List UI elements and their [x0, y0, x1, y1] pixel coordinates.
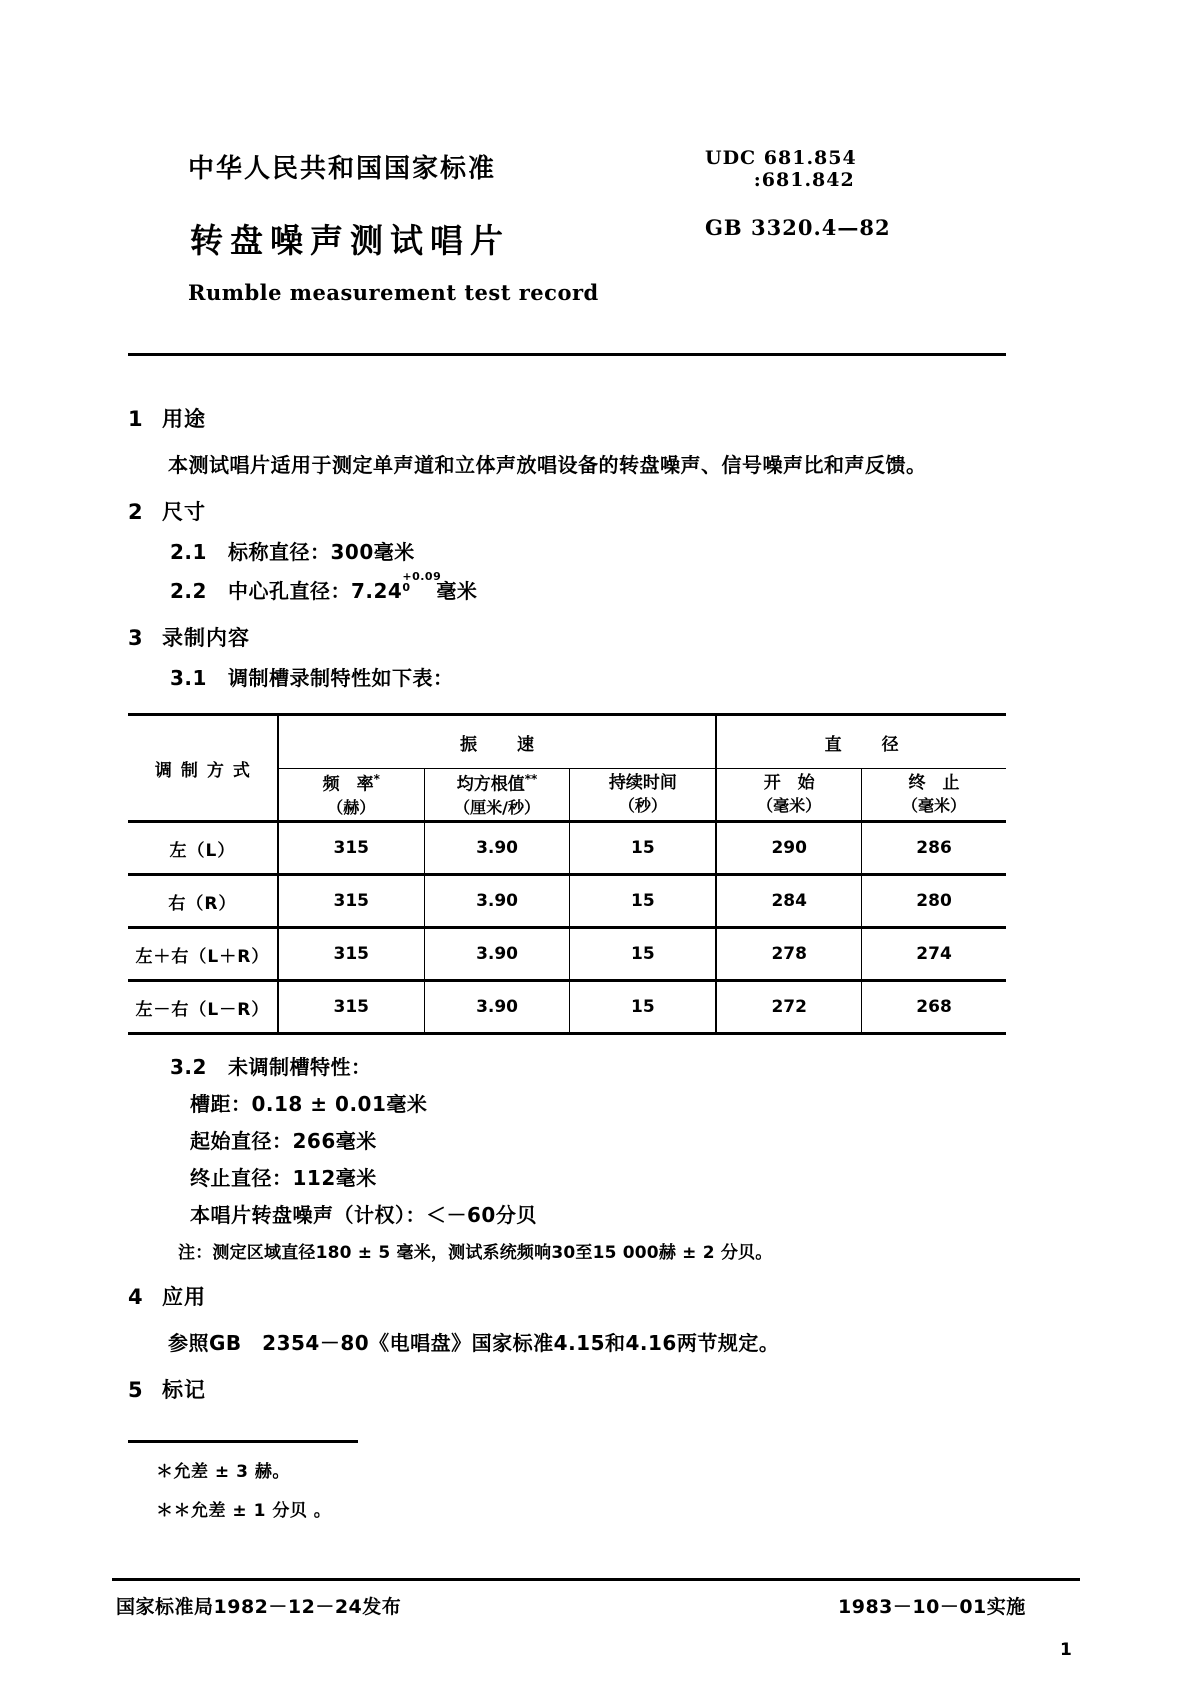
clause-2-1-number: 2.1 — [170, 540, 207, 564]
row-1-dur: 15 — [570, 875, 716, 928]
rumble-level: 本唱片转盘噪声（计权）：＜－60分贝 — [190, 1203, 537, 1227]
clause-3-2 — [170, 1051, 1008, 1080]
table-group-header-row — [128, 715, 1006, 769]
row-0-start: 290 — [716, 822, 861, 875]
document-header — [0, 0, 1191, 305]
header-frequency-name: 频 率 — [322, 774, 374, 795]
document-title-en: Rumble measurement test record — [188, 280, 599, 305]
section-5-number: 5 — [128, 1378, 144, 1402]
header-duration-unit: （秒） — [618, 796, 667, 816]
row-3-mode: 左－右（L－R） — [128, 981, 278, 1034]
header-end-name: 终 止 — [908, 773, 960, 794]
unmodulated-end-diameter: 终止直径：112毫米 — [190, 1166, 377, 1190]
tolerance-upper: +0.09 — [402, 569, 442, 583]
row-0-mode: 左（L） — [128, 822, 278, 875]
footnote-divider — [128, 1440, 358, 1443]
table-row — [128, 928, 1006, 981]
issue-date: 国家标准局1982－12－24发布 — [116, 1596, 402, 1618]
clause-2-2 — [170, 569, 1008, 604]
page-number: 1 — [1060, 1640, 1072, 1660]
document-title-cn: 转盘噪声测试唱片 — [190, 221, 510, 260]
clause-3-2-text: 未调制槽特性： — [228, 1055, 372, 1079]
header-velocity-group: 振速 — [278, 715, 716, 769]
row-1-start: 284 — [716, 875, 861, 928]
unmodulated-pitch: 槽距：0.18 ± 0.01毫米 — [190, 1092, 428, 1116]
header-duration-name: 持续时间 — [608, 773, 677, 794]
clause-2-2-unit: 毫米 — [436, 579, 478, 603]
clause-2-2-label: 中心孔直径： — [228, 579, 351, 603]
footnote-1: ＊允差 ± 3 赫。 — [156, 1462, 290, 1482]
section-1-title: 用途 — [162, 407, 206, 431]
row-2-rms: 3.90 — [424, 928, 570, 981]
effective-date: 1983－10－01实施 — [838, 1596, 1026, 1618]
recording-characteristics-table — [128, 713, 1008, 1035]
header-frequency-unit: （赫） — [327, 797, 376, 817]
header-start-unit: （毫米） — [757, 796, 822, 816]
udc-line-1: UDC 681.854 — [705, 147, 857, 169]
row-0-dur: 15 — [570, 822, 716, 875]
section-3-title: 录制内容 — [162, 626, 250, 650]
section-2-number: 2 — [128, 500, 144, 524]
table-row — [128, 875, 1006, 928]
header-rms — [424, 769, 570, 822]
section-4-heading — [128, 1281, 1008, 1311]
document-body — [128, 385, 1008, 1521]
row-3-start: 272 — [716, 981, 861, 1034]
section-3-heading — [128, 622, 1008, 652]
row-1-mode: 右（R） — [128, 875, 278, 928]
table-row — [128, 822, 1006, 875]
row-0-freq: 315 — [278, 822, 424, 875]
header-duration — [570, 769, 716, 822]
standard-number: GB 3320.4—82 — [705, 215, 891, 240]
header-end-unit: （毫米） — [902, 796, 967, 816]
section-5-heading — [128, 1374, 1008, 1404]
section-4-body: 参照GB 2354－80《电唱盘》国家标准4.15和4.16两节规定。 — [168, 1331, 780, 1355]
tolerance-notation — [402, 569, 442, 598]
section-5-title: 标记 — [162, 1378, 206, 1402]
header-frequency-star: * — [373, 771, 380, 786]
footnote-2: ＊＊允差 ± 1 分贝 。 — [156, 1501, 332, 1521]
header-frequency — [278, 769, 424, 822]
clause-2-1-text: 标称直径：300毫米 — [228, 540, 415, 564]
clause-3-2-number: 3.2 — [170, 1055, 207, 1079]
header-end-diameter — [862, 769, 1006, 822]
row-2-dur: 15 — [570, 928, 716, 981]
clause-3-1 — [170, 662, 1008, 691]
clause-3-1-text: 调制槽录制特性如下表： — [228, 666, 454, 690]
udc-line-2: :681.842 — [753, 169, 855, 191]
udc-code — [705, 147, 857, 191]
footer-divider — [112, 1578, 1080, 1581]
clause-2-1 — [170, 536, 1008, 565]
header-rms-unit: （厘米/秒） — [454, 797, 540, 817]
row-0-end: 286 — [862, 822, 1006, 875]
header-diameter-group: 直径 — [716, 715, 1006, 769]
row-1-rms: 3.90 — [424, 875, 570, 928]
section-4-title: 应用 — [162, 1285, 206, 1309]
header-divider — [128, 353, 1006, 356]
section-1-body: 本测试唱片适用于测定单声道和立体声放唱设备的转盘噪声、信号噪声比和声反馈。 — [168, 453, 927, 477]
header-start-name: 开 始 — [763, 773, 815, 794]
section-4-number: 4 — [128, 1285, 144, 1309]
section-1-heading — [128, 403, 1008, 433]
row-3-freq: 315 — [278, 981, 424, 1034]
row-3-rms: 3.90 — [424, 981, 570, 1034]
section-1-number: 1 — [128, 407, 144, 431]
header-rms-star: ** — [524, 771, 538, 786]
row-2-freq: 315 — [278, 928, 424, 981]
clause-3-1-number: 3.1 — [170, 666, 207, 690]
row-3-dur: 15 — [570, 981, 716, 1034]
row-0-rms: 3.90 — [424, 822, 570, 875]
section-2-title: 尺寸 — [162, 500, 206, 524]
header-mode: 调制方式 — [128, 715, 278, 822]
header-start-diameter — [716, 769, 861, 822]
clause-2-2-number: 2.2 — [170, 579, 207, 603]
section-3-number: 3 — [128, 626, 144, 650]
section-2-heading — [128, 496, 1008, 526]
row-3-end: 268 — [862, 981, 1006, 1034]
header-rms-name: 均方根值 — [456, 774, 525, 795]
row-1-end: 280 — [862, 875, 1006, 928]
row-2-mode: 左＋右（L＋R） — [128, 928, 278, 981]
row-2-start: 278 — [716, 928, 861, 981]
tolerance-lower: 0 — [402, 581, 411, 595]
clause-2-2-value: 7.24 — [351, 579, 403, 603]
national-standard-label: 中华人民共和国国家标准 — [188, 154, 497, 184]
unmodulated-start-diameter: 起始直径：266毫米 — [190, 1129, 377, 1153]
row-2-end: 274 — [862, 928, 1006, 981]
table-row — [128, 981, 1006, 1034]
measurement-note: 注：测定区域直径180 ± 5 毫米，测试系统频响30至15 000赫 ± 2 分贝。 — [178, 1243, 773, 1263]
row-1-freq: 315 — [278, 875, 424, 928]
